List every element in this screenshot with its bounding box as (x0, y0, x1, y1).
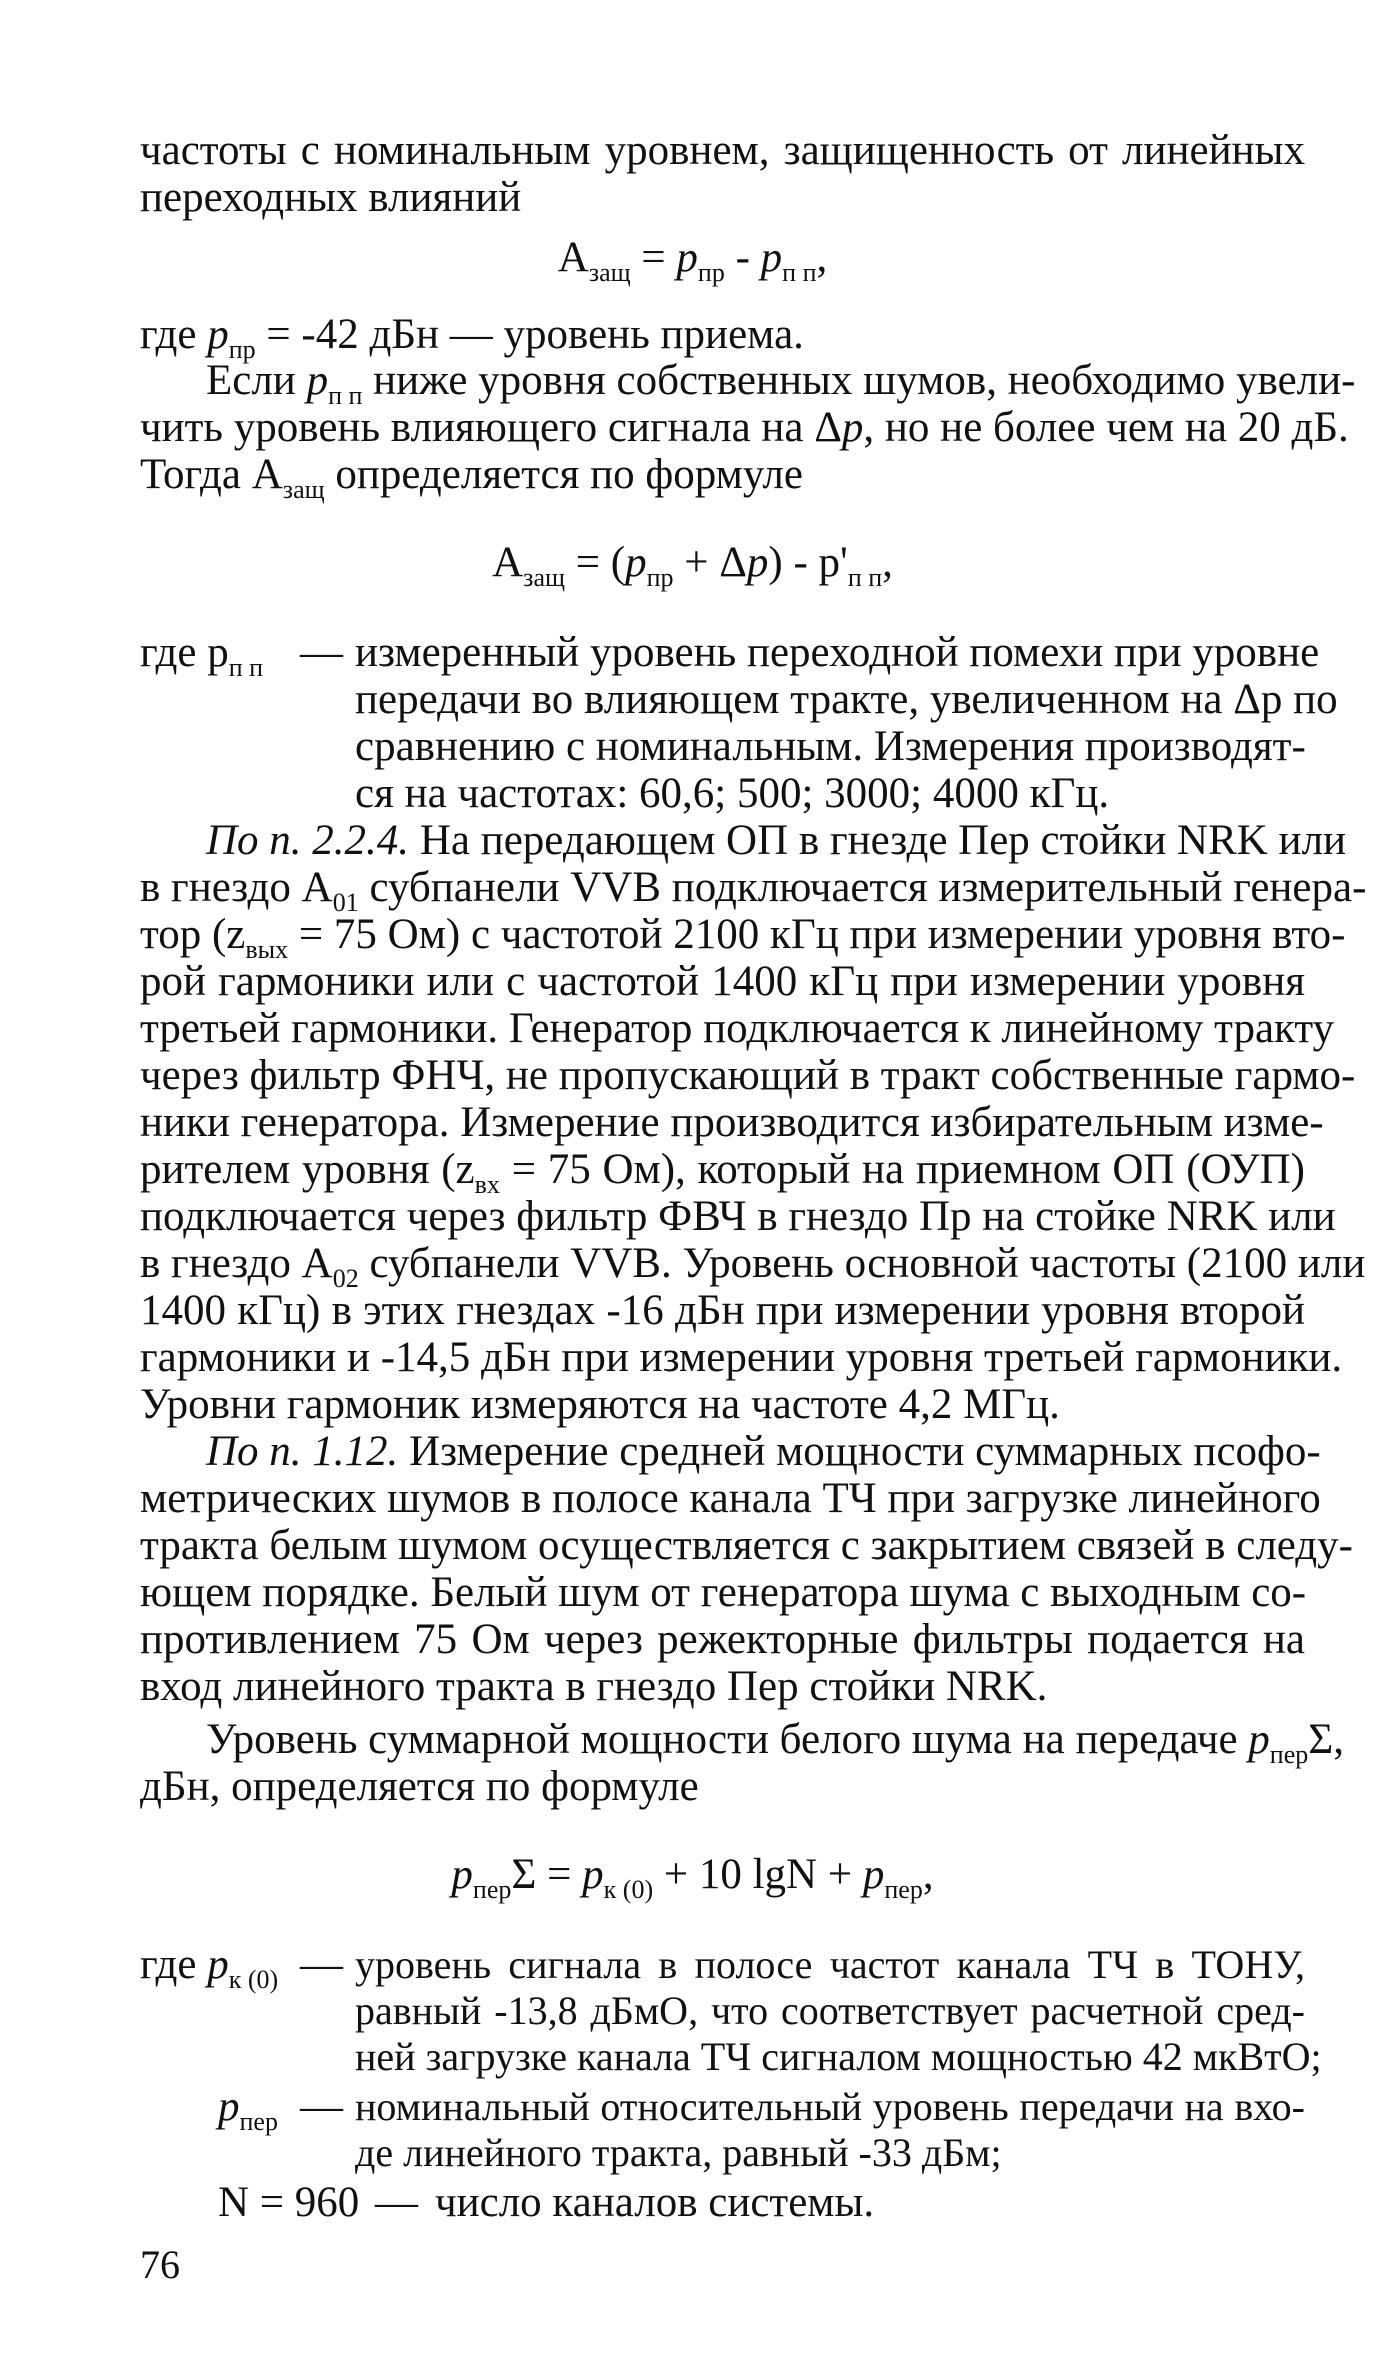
formula-protection (0, 234, 1385, 287)
text-line (206, 1716, 1345, 1769)
formula-operator: , (882, 539, 893, 586)
definition-line: ней загрузке канала ТЧ сигналом мощностью 42 мкВтО; (355, 2034, 1322, 2079)
definition-line: де линейного тракта, равный -33 дБм; (355, 2130, 1002, 2175)
formula-symbol: p (676, 234, 698, 281)
formula-symbol: p (862, 1851, 885, 1898)
text-run: ниже уровня собственных шумов, необходимо увели- (362, 357, 1356, 404)
text-line (206, 357, 1356, 410)
formula-symbol: p (451, 1851, 473, 1898)
text-line: противлением 75 Ом через режекторные фильтры подается на (140, 1616, 1305, 1663)
subscript: пер (239, 2107, 278, 2136)
subscript: п п (328, 381, 363, 410)
definition-line: передачи во влияющем тракте, увеличенном на Δp по (355, 676, 1338, 723)
formula-operator: ) - p' (768, 539, 848, 586)
subscript: защ (282, 475, 325, 504)
section-ref: По п. 1.12. (206, 1428, 399, 1475)
subscript: пр (228, 335, 256, 364)
text-run: где p (140, 629, 229, 676)
definition-dash: — (375, 2179, 418, 2226)
variable: p (841, 404, 864, 451)
text-line (140, 404, 1349, 451)
formula-protection-increased (0, 539, 1385, 592)
text-line: дБн, определяется по формуле (140, 1763, 699, 1810)
text-line: ники генератора. Измерение производится избирательным изме- (140, 1099, 1324, 1146)
formula-subscript: пер (472, 1875, 512, 1904)
text-run: = 75 Ом) с частотой 2100 кГц при измерении уровня вто- (288, 911, 1346, 958)
definition-line: ся на частотах: 60,6; 500; 3000; 4000 кГц. (355, 770, 1110, 817)
formula-subscript: п п (782, 258, 817, 287)
text-line: тракта белым шумом осуществляется с закрытием связей в следу- (140, 1522, 1353, 1569)
formula-symbol: p (746, 539, 769, 586)
page-number: 76 (140, 2242, 180, 2287)
definition-line: номинальный относительный уровень передачи на вхо- (355, 2084, 1305, 2129)
text-line: Уровни гармоник измеряются на частоте 4,2 МГц. (140, 1381, 1060, 1428)
text-run: , но не более чем на 20 дБ. (863, 404, 1349, 451)
formula-operator: = ( (565, 539, 626, 586)
definition-line: уровень сигнала в полосе частот канала ТЧ в ТОНУ, (355, 1942, 1305, 1987)
text-line: гармоники и -14,5 дБн при измерении уровня третьей гармоники. (140, 1334, 1343, 1381)
formula-operator: Σ = (511, 1851, 583, 1898)
text-line (140, 1146, 1305, 1199)
formula-symbol: p (582, 1851, 604, 1898)
definition-dash: — (300, 629, 343, 676)
text-run: Уровень суммарной мощности белого шума на передаче (206, 1716, 1249, 1763)
text-line: ющем порядке. Белый шум от генератора шума с выходным со- (140, 1569, 1307, 1616)
text-run: Σ, (1308, 1716, 1345, 1763)
formula-subscript: пер (884, 1875, 923, 1904)
text-run: На передающем ОП в гнезде Пер стойки NRK или (409, 817, 1347, 864)
text-run: = -42 дБн — уровень приема. (255, 311, 804, 358)
definition-line: измеренный уровень переходной помехи при уровне (355, 629, 1320, 676)
text-line: переходных влияний (140, 174, 522, 221)
text-line: третьей гармоники. Генератор подключается к линейному тракту (140, 1005, 1335, 1052)
subscript: 02 (332, 1264, 359, 1293)
text-run: субпанели VVB. Уровень основной частоты (2100 или (358, 1240, 1366, 1287)
formula-subscript: п п (847, 563, 883, 592)
text-line: через фильтр ФНЧ, не пропускающий в тракт собственные гармо- (140, 1052, 1356, 1099)
subscript: к (0) (228, 1965, 279, 1994)
text-line: частоты с номинальным уровнем, защищенность от линейных (140, 127, 1305, 174)
definition-term: N = 960 (218, 2179, 360, 2226)
formula-operator: - (724, 234, 761, 281)
formula-symbol: p (625, 539, 647, 586)
formula-operator: , (816, 234, 828, 281)
text-line: рой гармоники или с частотой 1400 кГц при измерении уровня (140, 958, 1305, 1005)
formula-operator: , (922, 1851, 934, 1898)
formula-subscript: к (0) (603, 1875, 654, 1904)
formula-noise-level (0, 1851, 1385, 1904)
definition-dash: — (300, 2083, 343, 2130)
text-run: в гнездо А (140, 1240, 333, 1287)
text-line (140, 864, 1367, 917)
formula-operator: = (630, 234, 677, 281)
text-run: определяется по формуле (324, 451, 803, 498)
formula-subscript: пр (697, 258, 725, 287)
text-run: чить уровень влияющего сигнала на Δ (140, 404, 842, 451)
text-run: Если (206, 357, 307, 404)
formula-symbol: А (492, 539, 524, 586)
formula-operator: + 10 lgN + (653, 1851, 863, 1898)
variable: p (306, 357, 329, 404)
formula-symbol: А (557, 234, 589, 281)
text-run: в гнездо А (140, 864, 333, 911)
text-line (140, 451, 803, 504)
text-run: Тогда А (140, 451, 283, 498)
formula-subscript: пр (646, 563, 674, 592)
definition-line: сравнению с номинальным. Измерения производят- (355, 723, 1306, 770)
text-run: где (140, 311, 208, 358)
variable: p (218, 2083, 240, 2130)
formula-subscript: защ (588, 258, 631, 287)
definition-term (140, 629, 264, 682)
variable: p (207, 311, 229, 358)
subscript: вых (245, 935, 289, 964)
text-run: где (140, 1941, 208, 1988)
formula-symbol: p (760, 234, 783, 281)
formula-operator: + Δ (673, 539, 747, 586)
definition-line: число каналов системы. (435, 2179, 875, 2226)
text-line (140, 911, 1346, 964)
subscript: 01 (332, 888, 359, 917)
subscript: п п (228, 653, 264, 682)
text-run: субпанели VVB подключается измерительный генера- (358, 864, 1367, 911)
definition-dash: — (300, 1941, 343, 1988)
definition-term (140, 1941, 279, 1994)
variable: p (207, 1941, 229, 1988)
text-line: подключается через фильтр ФВЧ в гнездо Пр на стойке NRK или (140, 1193, 1336, 1240)
section-ref: По п. 2.2.4. (206, 817, 410, 864)
text-line: метрических шумов в полосе канала ТЧ при загрузке линейного (140, 1475, 1321, 1522)
variable: p (1248, 1716, 1270, 1763)
text-run: Измерение средней мощности суммарных псофо- (398, 1428, 1321, 1475)
text-run: тор (z (140, 911, 246, 958)
text-line (140, 1240, 1366, 1293)
formula-subscript: защ (523, 563, 566, 592)
subscript: вх (474, 1170, 500, 1199)
definition-line: равный -13,8 дБмО, что соответствует расчетной сред- (355, 1988, 1305, 2033)
text-line (206, 817, 1347, 864)
subscript: пер (1269, 1740, 1309, 1769)
text-line: 1400 кГц) в этих гнездах -16 дБн при измерении уровня второй (140, 1287, 1305, 1334)
text-line (206, 1428, 1321, 1475)
where-line (140, 311, 804, 364)
text-run: = 75 Ом), который на приемном ОП (ОУП) (499, 1146, 1305, 1193)
text-run: рителем уровня (z (140, 1146, 475, 1193)
definition-term (218, 2083, 278, 2136)
text-line: вход линейного тракта в гнездо Пер стойки NRK. (140, 1663, 1048, 1710)
